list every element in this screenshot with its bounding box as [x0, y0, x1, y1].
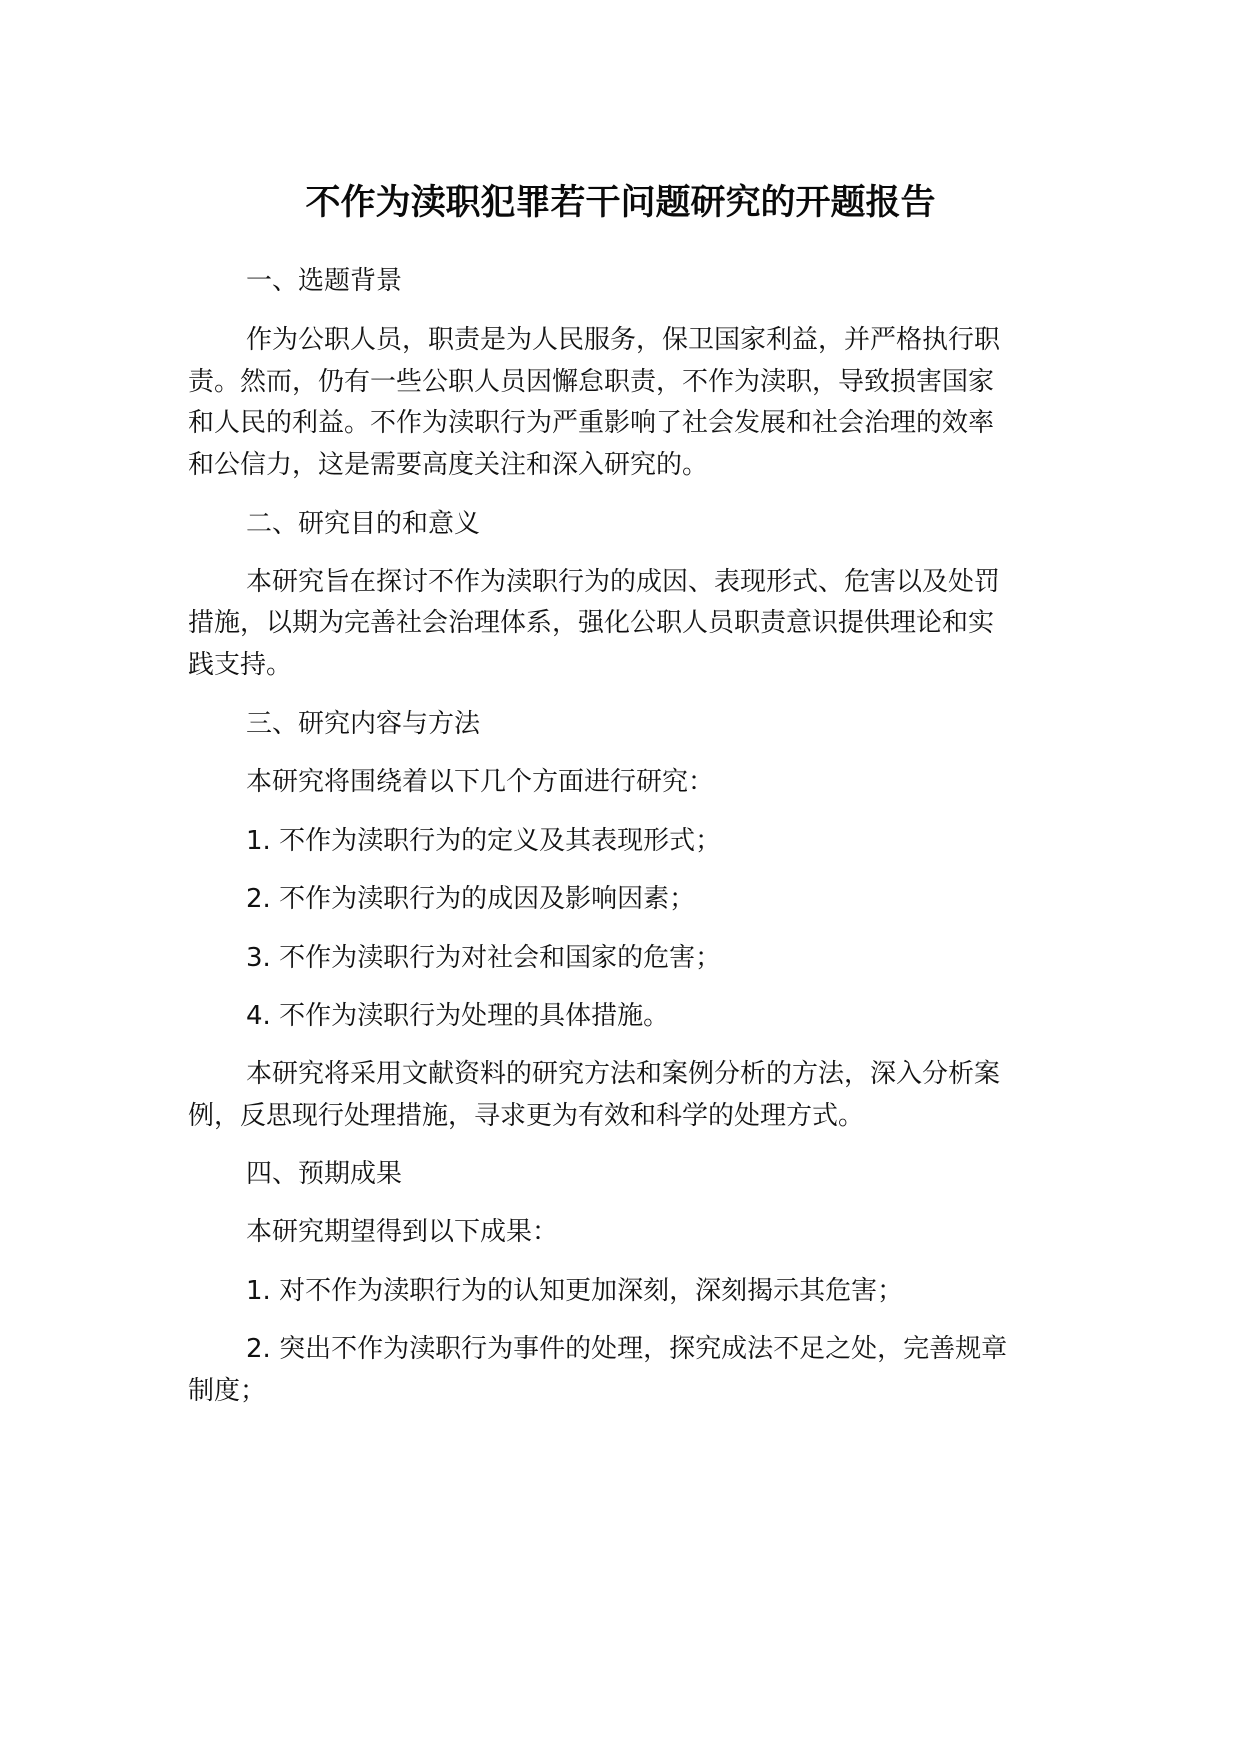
section-heading-content: 三、研究内容与方法	[246, 709, 481, 739]
paragraph-line: 例，反思现行处理措施，寻求更为有效和科学的处理方式。	[188, 1101, 865, 1131]
list-item: 4. 不作为渎职行为处理的具体措施。	[246, 1001, 670, 1031]
list-item: 3. 不作为渎职行为对社会和国家的危害；	[246, 943, 722, 973]
paragraph-line: 措施，以期为完善社会治理体系，强化公职人员职责意识提供理论和实	[188, 608, 995, 638]
paragraph-line: 责。然而，仍有一些公职人员因懈怠职责，不作为渎职，导致损害国家	[188, 367, 995, 397]
paragraph-line: 和人民的利益。不作为渎职行为严重影响了社会发展和社会治理的效率	[188, 408, 995, 438]
paragraph-line: 制度；	[188, 1376, 267, 1406]
list-item: 2. 不作为渎职行为的成因及影响因素；	[246, 884, 696, 914]
list-item: 2. 突出不作为渎职行为事件的处理，探究成法不足之处，完善规章	[246, 1334, 1008, 1364]
paragraph-line: 本研究旨在探讨不作为渎职行为的成因、表现形式、危害以及处罚	[246, 567, 1001, 597]
section-heading-purpose: 二、研究目的和意义	[246, 509, 481, 539]
list-item: 1. 不作为渎职行为的定义及其表现形式；	[246, 826, 722, 856]
paragraph-line: 本研究将围绕着以下几个方面进行研究：	[246, 767, 715, 797]
section-heading-background: 一、选题背景	[246, 266, 403, 296]
paragraph-line: 本研究期望得到以下成果：	[246, 1217, 559, 1247]
section-heading-results: 四、预期成果	[246, 1159, 403, 1189]
document-title: 不作为渎职犯罪若干问题研究的开题报告	[305, 183, 936, 223]
paragraph-line: 本研究将采用文献资料的研究方法和案例分析的方法，深入分析案	[246, 1059, 1001, 1089]
paragraph-line: 和公信力，这是需要高度关注和深入研究的。	[188, 450, 709, 480]
paragraph-line: 践支持。	[188, 650, 293, 680]
paragraph-line: 作为公职人员，职责是为人民服务，保卫国家利益，并严格执行职	[246, 325, 1001, 355]
list-item: 1. 对不作为渎职行为的认知更加深刻，深刻揭示其危害；	[246, 1276, 904, 1306]
